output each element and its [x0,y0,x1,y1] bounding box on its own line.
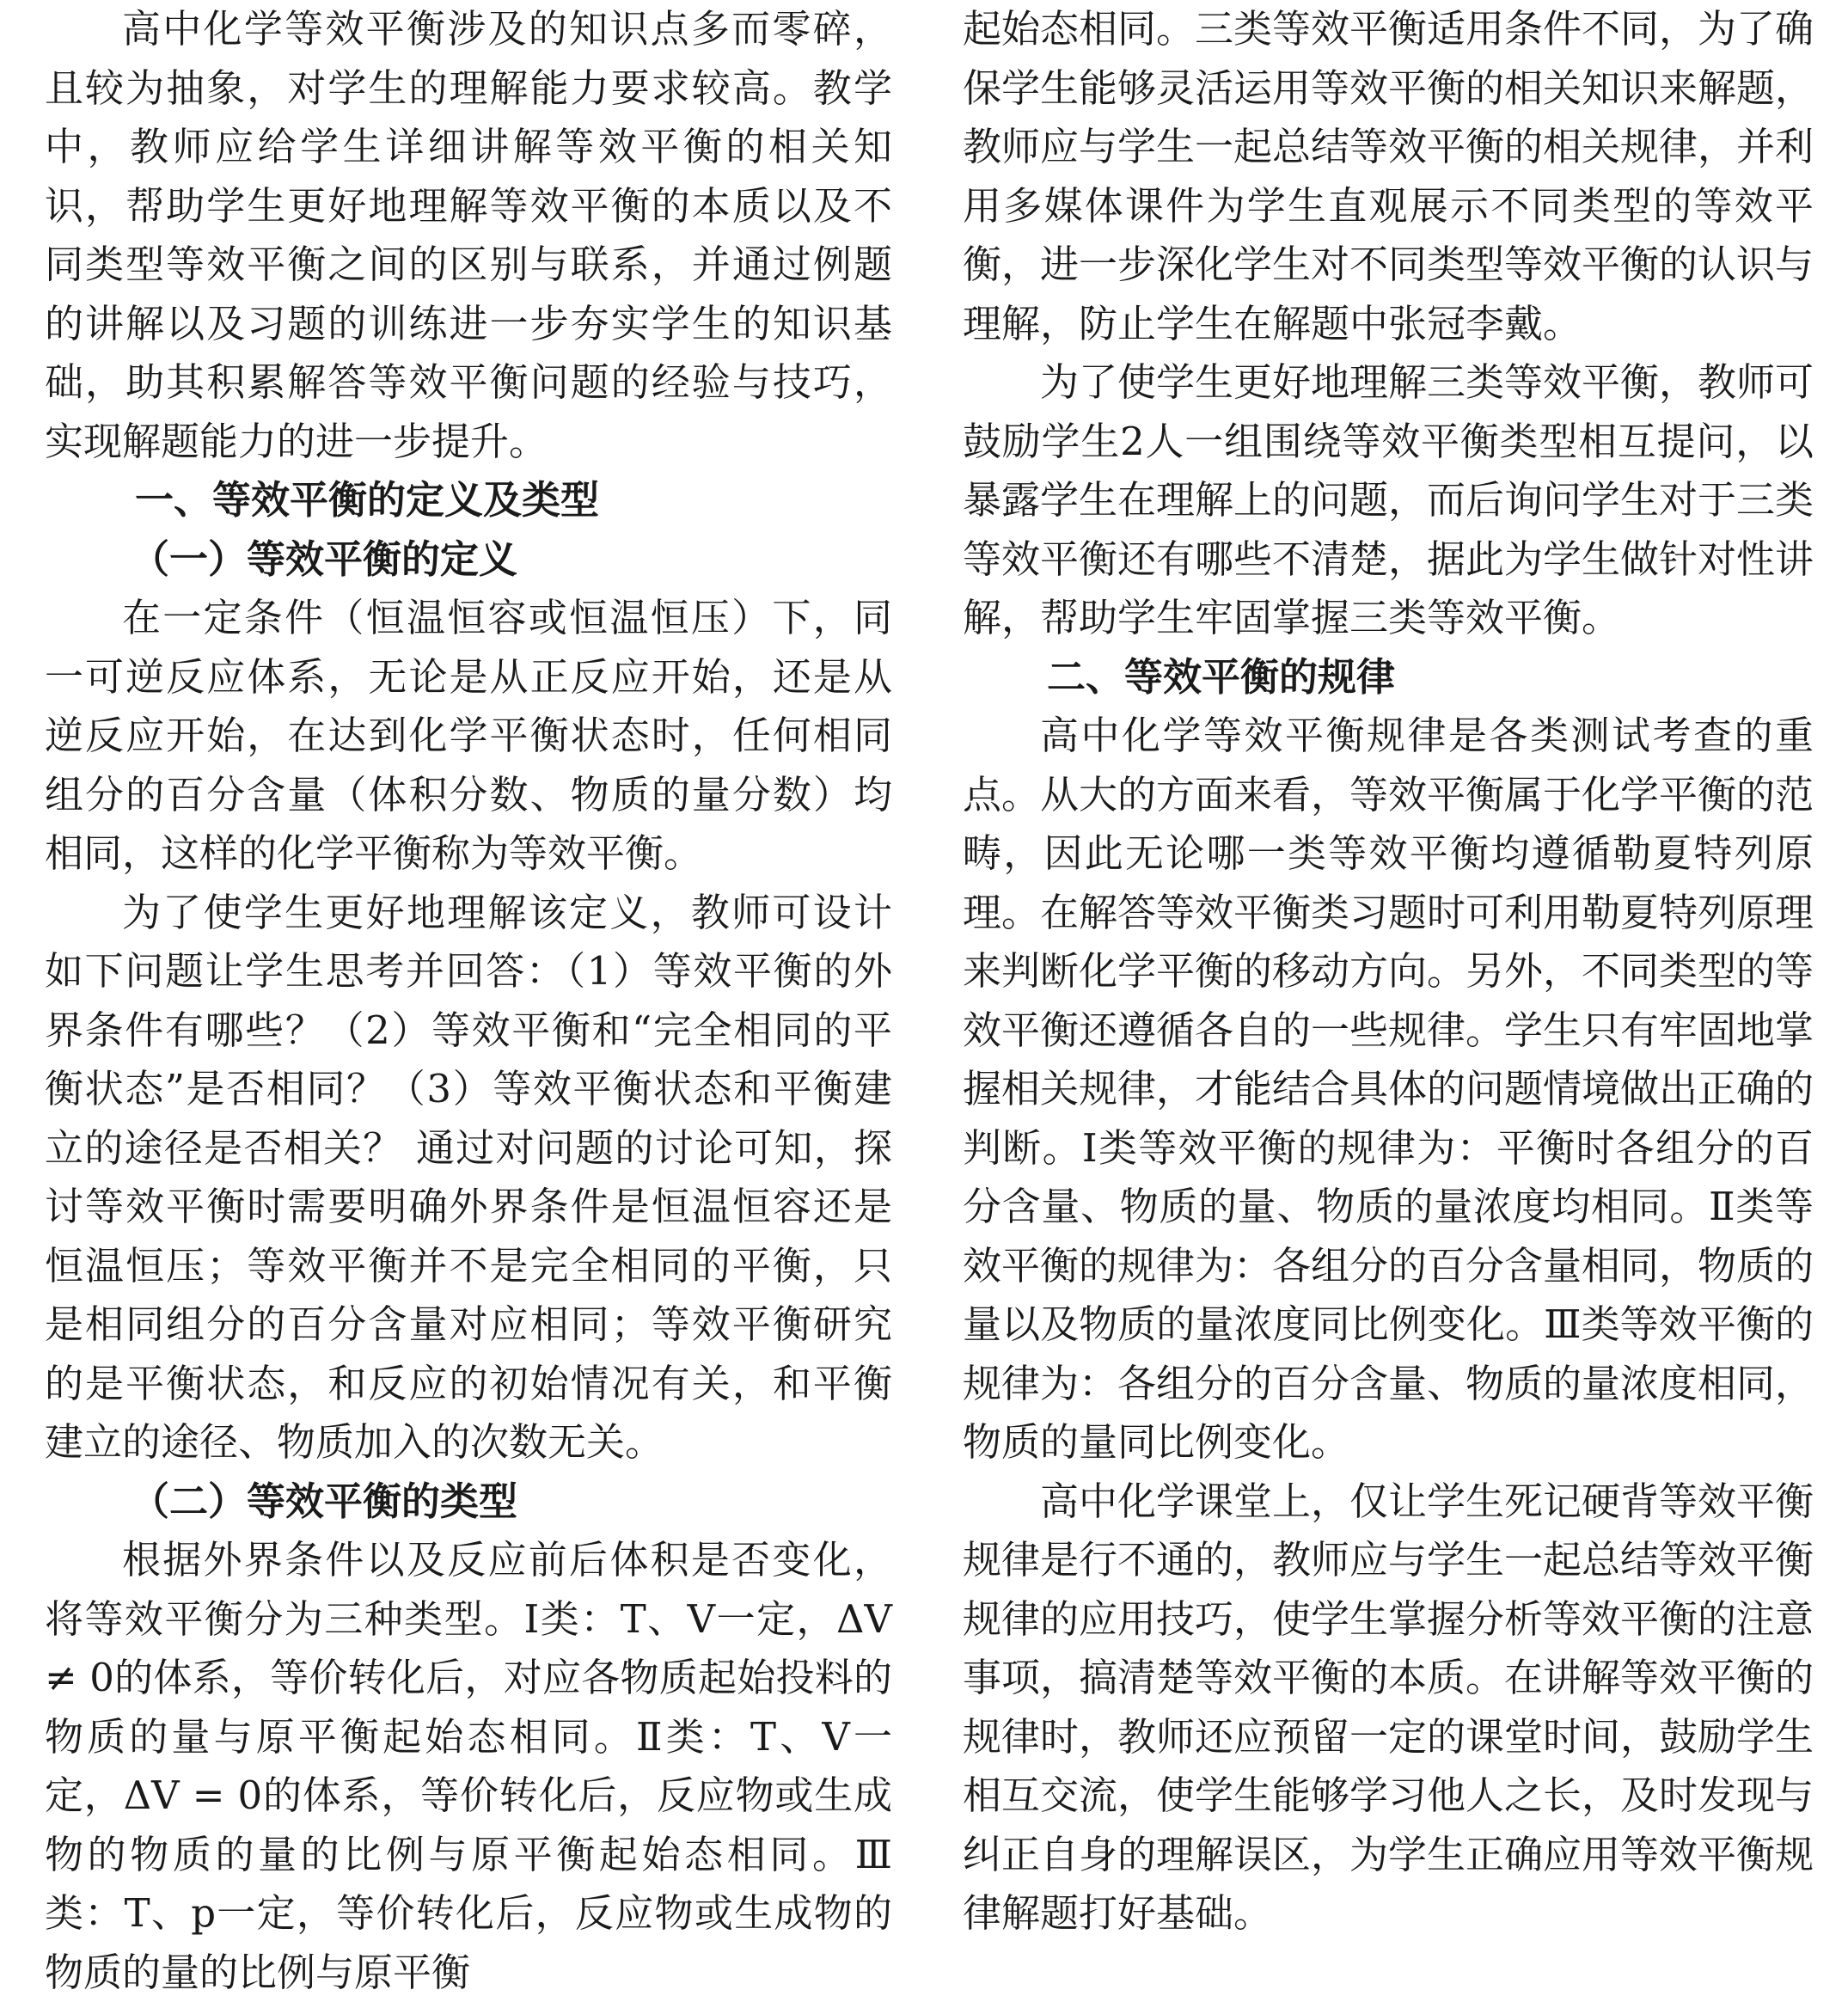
paragraph: 高中化学等效平衡规律是各类测试考查的重点。从大的方面来看，等效平衡属于化学平衡的范畴，因此无论哪一类等效平衡均遵循勒夏特列原理。在解答等效平衡类习题时可利用勒夏特列原理来判断化学平衡的移动方向。另外，不同类型的等效平衡还遵循各自的一些规律。学生只有牢固地掌握相关规律，才能结合具体的问题情境做出正确的判断。Ⅰ类等效平衡的规律为：平衡时各组分的百分含量、物质的量、物质的量浓度均相同。Ⅱ类等效平衡的规律为：各组分的百分含量相同，物质的量以及物质的量浓度同比例变化。Ⅲ类等效平衡的规律为：各组分的百分含量、物质的量浓度相同，物质的量同比例变化。 [963,713,1814,1465]
paragraph: 高中化学课堂上，仅让学生死记硬背等效平衡规律是行不通的，教师应与学生一起总结等效平衡规律的应用技巧，使学生掌握分析等效平衡的注意事项，搞清楚等效平衡的本质。在讲解等效平衡的规律时，教师还应预留一定的课堂时间，鼓励学生相互交流，使学生能够学习他人之长，及时发现与纠正自身的理解误区，为学生正确应用等效平衡规律解题打好基础。 [963,1478,1814,1936]
paragraph: 根据外界条件以及反应前后体积是否变化，将等效平衡分为三种类型。Ⅰ类：T、V一定，ΔV ≠ 0的体系，等价转化后，对应各物质起始投料的物质的量与原平衡起始态相同。Ⅱ类：T、V一定，ΔV = 0的体系，等价转化后，反应物或生成物的物质的量的比例与原平衡起始态相同。Ⅲ类：T、p一定，等价转化后，反应物或生成物的物质的量的比例与原平衡 [45,1537,892,1995]
paragraph: 为了使学生更好地理解三类等效平衡，教师可鼓励学生2人一组围绕等效平衡类型相互提问，以暴露学生在理解上的问题，而后询问学生对于三类等效平衡还有哪些不清楚，据此为学生做针对性讲解，帮助学生牢固掌握三类等效平衡。 [963,359,1814,640]
paragraph: 在一定条件（恒温恒容或恒温恒压）下，同一可逆反应体系，无论是从正反应开始，还是从逆反应开始，在达到化学平衡状态时，任何相同组分的百分含量（体积分数、物质的量分数）均相同，这样的化学平衡称为等效平衡。 [45,595,892,876]
paragraph: 高中化学等效平衡涉及的知识点多而零碎，且较为抽象，对学生的理解能力要求较高。教学中，教师应给学生详细讲解等效平衡的相关知识，帮助学生更好地理解等效平衡的本质以及不同类型等效平衡之间的区别与联系，并通过例题的讲解以及习题的训练进一步夯实学生的知识基础，助其积累解答等效平衡问题的经验与技巧，实现解题能力的进一步提升。 [45,6,892,464]
section-heading: 一、等效平衡的定义及类型 [135,477,600,523]
paragraph: 为了使学生更好地理解该定义，教师可设计如下问题让学生思考并回答：（1）等效平衡的外界条件有哪些？（2）等效平衡和“完全相同的平衡状态”是否相同？（3）等效平衡状态和平衡建立的途径是否相关？ 通过对问题的讨论可知，探讨等效平衡时需要明确外界条件是恒温恒容还是恒温恒压；等效平衡并不是完全相同的平衡，只是相同组分的百分含量对应相同；等效平衡研究的是平衡状态，和反应的初始情况有关，和平衡建立的途径、物质加入的次数无关。 [45,889,892,1465]
right-column [963,0,1814,1944]
subsection-heading: （一）等效平衡的定义 [131,536,518,582]
section-heading: 二、等效平衡的规律 [1047,653,1396,700]
left-column [45,0,892,2002]
paragraph: 起始态相同。三类等效平衡适用条件不同，为了确保学生能够灵活运用等效平衡的相关知识来解题，教师应与学生一起总结等效平衡的相关规律，并利用多媒体课件为学生直观展示不同类型的等效平衡，进一步深化学生对不同类型等效平衡的认识与理解，防止学生在解题中张冠李戴。 [963,6,1814,346]
subsection-heading: （二）等效平衡的类型 [131,1478,518,1524]
